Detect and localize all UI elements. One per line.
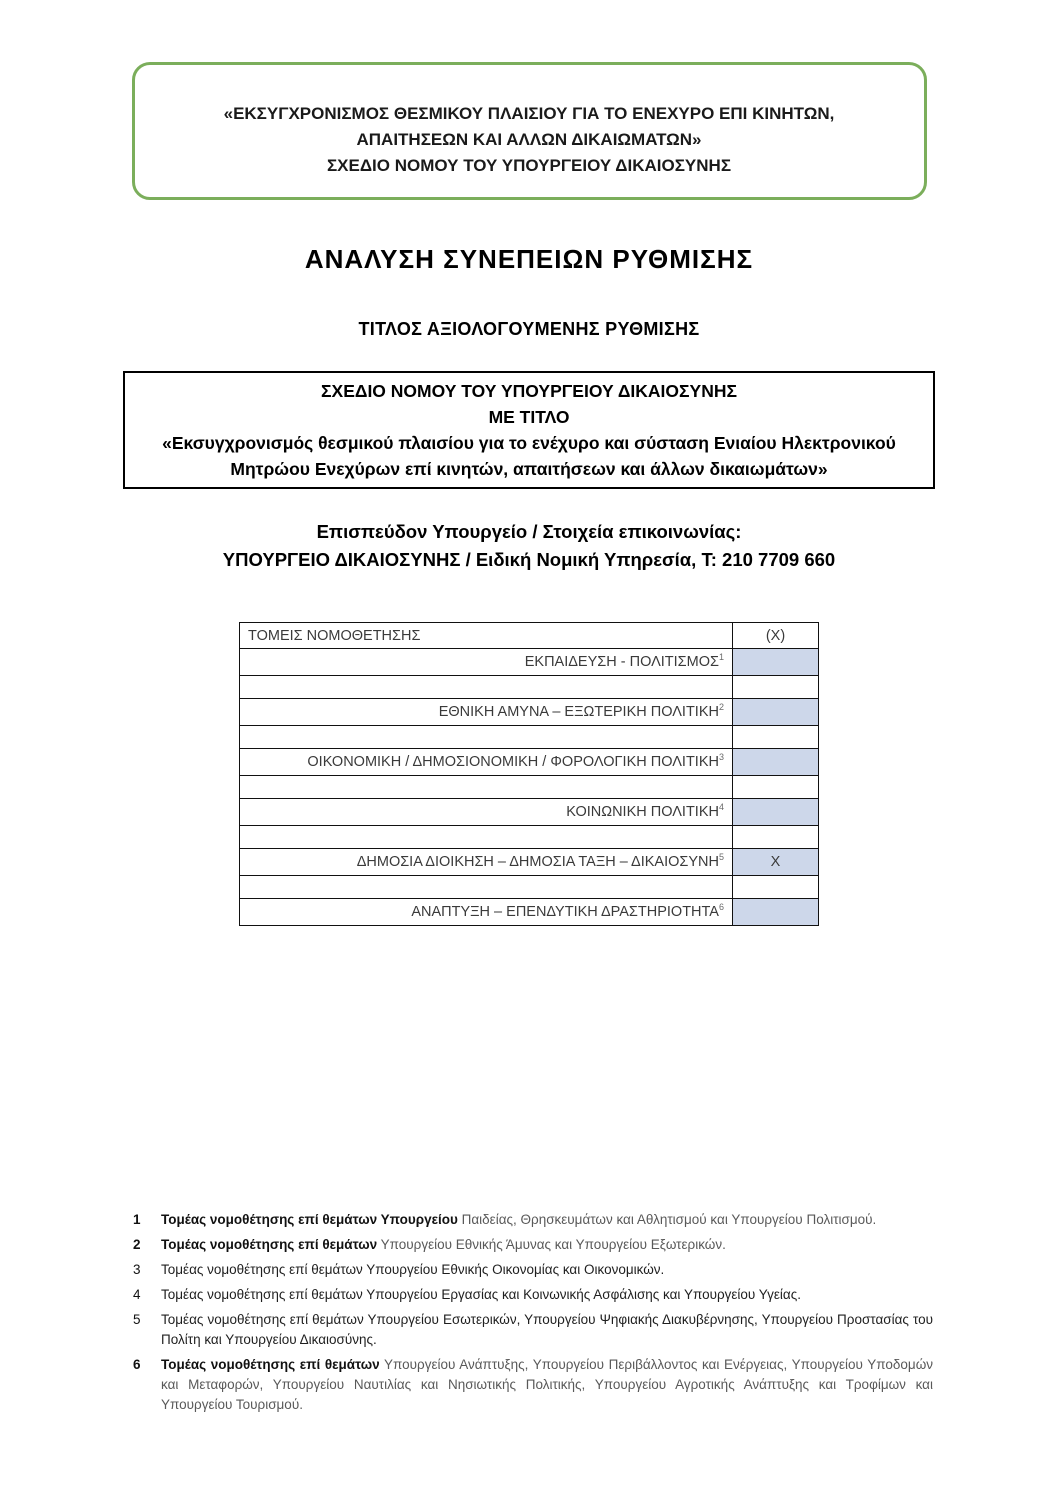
footnote-text-rest: Υπουργείου Εθνικής Άμυνας και Υπουργείου Εξωτερικών. (377, 1237, 726, 1252)
check-cell: Χ (733, 849, 819, 876)
footnote-text-bold: Τομέας νομοθέτησης επί θεμάτων (161, 1357, 380, 1372)
empty-check-cell (733, 776, 819, 799)
sector-label-cell (240, 649, 733, 676)
contact-details: ΥΠΟΥΡΓΕΙΟ ΔΙΚΑΙΟΣΥΝΗΣ / Ειδική Νομική Υπηρεσία, Τ: 210 7709 660 (222, 549, 836, 570)
spacer-row (240, 826, 819, 849)
check-cell (733, 899, 819, 926)
footnote-item (133, 1260, 933, 1280)
footnote-text (161, 1355, 933, 1415)
sector-row (240, 699, 819, 726)
footnote-number: 4 (133, 1287, 141, 1302)
check-cell (733, 699, 819, 726)
empty-cell (240, 876, 733, 899)
cover-title-box (132, 62, 927, 200)
check-cell (733, 749, 819, 776)
empty-check-cell (733, 826, 819, 849)
cover-title-line-2: ΑΠΑΙΤΗΣΕΩΝ ΚΑΙ ΑΛΛΩΝ ΔΙΚΑΙΩΜΑΤΩΝ» (356, 130, 702, 149)
table-header-row (240, 623, 819, 649)
footnote-text (161, 1310, 933, 1350)
footnote-marker: 3 (718, 752, 724, 763)
contact-block (0, 518, 1058, 574)
sector-label-cell (240, 749, 733, 776)
footnote-marker: 2 (718, 702, 724, 713)
contact-heading: Επισπεύδον Υπουργείο / Στοιχεία επικοινωνίας: (316, 521, 742, 542)
footnote-item (133, 1355, 933, 1415)
footnote-marker: 1 (718, 652, 724, 663)
check-cell (733, 649, 819, 676)
empty-cell (240, 676, 733, 699)
section-title: ΤΙΤΛΟΣ ΑΞΙΟΛΟΓΟΥΜΕΝΗΣ ΡΥΘΜΙΣΗΣ (358, 319, 700, 339)
sector-row (240, 749, 819, 776)
footnote-number: 3 (133, 1262, 141, 1277)
footnote-text-rest: Υπουργείου Ανάπτυξης, Υπουργείου Περιβάλλοντος και Ενέργειας, Υπουργείου Υποδομών και Μεταφορών, Υπουργείου Ναυτιλίας και Νησιωτικής Πολιτικής, Υπουργείου Αγροτικής Ανάπτυξης και Τροφίμων και Υπουργείου Τουρισμού. (161, 1357, 933, 1412)
sector-label: ΑΝΑΠΤΥΞΗ – ΕΠΕΝΔΥΤΙΚΗ ΔΡΑΣΤΗΡΙΟΤΗΤΑ (411, 904, 719, 920)
footnote-marker: 5 (718, 852, 724, 863)
cover-title-line-1: «ΕΚΣΥΓΧΡΟΝΙΣΜΟΣ ΘΕΣΜΙΚΟΥ ΠΛΑΙΣΙΟΥ ΓΙΑ ΤΟ ΕΝΕΧΥΡΟ ΕΠΙ ΚΙΝΗΤΩΝ, (223, 104, 835, 123)
footnote-marker: 4 (718, 802, 724, 813)
footnote-item (133, 1235, 933, 1255)
sector-label-cell (240, 849, 733, 876)
footnote-text (161, 1210, 933, 1230)
check-cell (733, 799, 819, 826)
cover-title-line-3: ΣΧΕΔΙΟ ΝΟΜΟΥ ΤΟΥ ΥΠΟΥΡΓΕΙΟΥ ΔΙΚΑΙΟΣΥΝΗΣ (326, 156, 732, 175)
spacer-row (240, 876, 819, 899)
footnote-text (161, 1285, 933, 1305)
law-title-line-2: ΜΕ ΤΙΤΛΟ (488, 407, 570, 427)
sector-label: ΔΗΜΟΣΙΑ ΔΙΟΙΚΗΣΗ – ΔΗΜΟΣΙΑ ΤΑΞΗ – ΔΙΚΑΙΟΣΥΝΗ (356, 854, 719, 870)
law-title-line-1: ΣΧΕΔΙΟ ΝΟΜΟΥ ΤΟΥ ΥΠΟΥΡΓΕΙΟΥ ΔΙΚΑΙΟΣΥΝΗΣ (321, 381, 737, 401)
law-title-box (123, 371, 935, 489)
footnote-marker: 6 (718, 902, 724, 913)
law-title-line-4: Μητρώου Ενεχύρων επί κινητών, απαιτήσεων και άλλων δικαιωμάτων» (230, 459, 828, 479)
footnote-text-rest: Παιδείας, Θρησκευμάτων και Αθλητισμού και Υπουργείου Πολιτισμού. (457, 1212, 877, 1227)
footnote-text-bold: Τομέας νομοθέτησης επί θεμάτων (161, 1237, 378, 1252)
page-title: ΑΝΑΛΥΣΗ ΣΥΝΕΠΕΙΩΝ ΡΥΘΜΙΣΗΣ (304, 244, 754, 274)
empty-check-cell (733, 726, 819, 749)
sector-label-cell (240, 899, 733, 926)
sector-row (240, 849, 819, 876)
sector-label: ΟΙΚΟΝΟΜΙΚΗ / ΔΗΜΟΣΙΟΝΟΜΙΚΗ / ΦΟΡΟΛΟΓΙΚΗ ΠΟΛΙΤΙΚΗ (307, 754, 719, 770)
sector-label-cell (240, 699, 733, 726)
empty-check-cell (733, 876, 819, 899)
table-header-check: (Χ) (733, 623, 819, 649)
footnote-text (161, 1260, 933, 1280)
footnotes (133, 1210, 933, 1415)
footnote-item (133, 1210, 933, 1230)
sector-row (240, 649, 819, 676)
sector-label-cell (240, 799, 733, 826)
empty-check-cell (733, 676, 819, 699)
sector-row (240, 899, 819, 926)
footnote-text-rest: Τομέας νομοθέτησης επί θεμάτων Υπουργείου Εθνικής Οικονομίας και Οικονομικών. (161, 1262, 665, 1277)
sector-label: ΚΟΙΝΩΝΙΚΗ ΠΟΛΙΤΙΚΗ (566, 804, 719, 820)
empty-cell (240, 726, 733, 749)
spacer-row (240, 726, 819, 749)
footnote-text-rest: Τομέας νομοθέτησης επί θεμάτων Υπουργείου Εργασίας και Κοινωνικής Ασφάλισης και Υπουργείου Υγείας. (161, 1287, 801, 1302)
footnote-item (133, 1285, 933, 1305)
footnote-text-rest: Τομέας νομοθέτησης επί θεμάτων Υπουργείου Εσωτερικών, Υπουργείου Ψηφιακής Διακυβέρνησης, Υπουργείου Προστασίας του Πολίτη και Υπουργείου Δικαιοσύνης. (161, 1312, 933, 1347)
footnote-item (133, 1310, 933, 1350)
spacer-row (240, 776, 819, 799)
footnote-number: 2 (133, 1237, 141, 1252)
sector-row (240, 799, 819, 826)
table-header-label: ΤΟΜΕΙΣ ΝΟΜΟΘΕΤΗΣΗΣ (240, 623, 733, 649)
sectors-table (239, 622, 819, 926)
empty-cell (240, 776, 733, 799)
sector-label: ΕΚΠΑΙΔΕΥΣΗ - ΠΟΛΙΤΙΣΜΟΣ (524, 654, 719, 670)
law-title-line-3: «Εκσυγχρονισμός θεσμικού πλαισίου για το ενέχυρο και σύσταση Ενιαίου Ηλεκτρονικού (162, 433, 896, 453)
empty-cell (240, 826, 733, 849)
footnote-text-bold: Τομέας νομοθέτησης επί θεμάτων Υπουργείου (161, 1212, 458, 1227)
footnote-text (161, 1235, 933, 1255)
sector-label: ΕΘΝΙΚΗ ΑΜΥΝΑ – ΕΞΩΤΕΡΙΚΗ ΠΟΛΙΤΙΚΗ (438, 704, 719, 720)
footnote-number: 1 (133, 1212, 141, 1227)
footnote-number: 5 (133, 1312, 141, 1327)
footnote-number: 6 (133, 1357, 141, 1372)
spacer-row (240, 676, 819, 699)
